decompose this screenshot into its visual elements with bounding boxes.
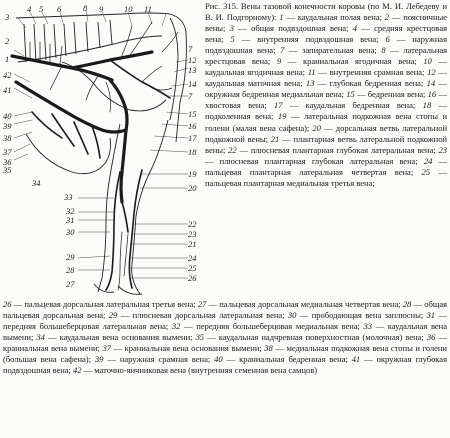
femoral-vein (121, 130, 126, 202)
label-9: 9 (99, 4, 104, 14)
legend-text: — прободающая вена заплюсны; (296, 310, 427, 321)
legend-text: — каудальная полая вена; (283, 12, 385, 23)
label-6: 6 (57, 4, 62, 14)
legend-number: 35 (195, 332, 205, 343)
label-21: 21 (188, 239, 197, 249)
legend-text: — краниальная бедренная вена; (222, 354, 352, 365)
label-2: 2 (5, 36, 10, 46)
label-37: 37 (3, 147, 12, 157)
label-29: 29 (66, 252, 75, 262)
legend-number: 13 (305, 78, 315, 89)
legend-number: 16 (427, 89, 437, 100)
label-14: 14 (188, 79, 197, 89)
legend-number: 33 (363, 321, 373, 332)
popliteal-vein (122, 202, 128, 232)
legend-number: 14 (426, 78, 436, 89)
label-7b: 7 (188, 91, 193, 101)
legend-number: 11 (307, 67, 316, 78)
label-41: 41 (3, 85, 12, 95)
label-1: 1 (5, 54, 10, 64)
label-8: 8 (83, 3, 88, 13)
label-34: 34 (32, 178, 41, 188)
legend-item-39 (95, 354, 214, 364)
legend-number: 1 (279, 12, 284, 23)
label-7: 7 (188, 44, 193, 54)
legend-text: — краниальная вена основания вымени; (110, 343, 265, 354)
legend-text: — дорсальная ветвь латеральной подкожной вены; (205, 122, 447, 144)
legend-text: — внутренняя срамная вена; (315, 67, 428, 78)
udder-outline (26, 134, 111, 174)
legend-number: 2 (384, 12, 390, 23)
legend-number: 32 (171, 321, 181, 332)
legend-number: 23 (438, 144, 448, 155)
legend-item-34 (36, 332, 195, 342)
label-23: 23 (188, 229, 197, 239)
legend-number: 8 (381, 45, 386, 56)
legend-text: — плантарная ветвь латеральной подкожной вены; (205, 133, 447, 155)
legend-text: — подколенная вена; (205, 100, 447, 122)
legend-text: — хвостовая вена; (205, 89, 447, 111)
legend-text: — каудальная маточная вена; (205, 67, 447, 89)
legend-text: — плюсневая плантарная глубокая латеральная вена; (236, 144, 439, 155)
legend-text: — глубокая бедренная вена; (314, 78, 427, 89)
legend-item-22 (228, 145, 438, 155)
label-28: 28 (66, 265, 75, 275)
legend-number: 24 (423, 155, 433, 166)
legend-number: 7 (280, 45, 285, 56)
legend-text: — краниальная вена вымени; (3, 332, 448, 354)
legend-number: 26 (3, 299, 12, 309)
label-19: 19 (188, 169, 197, 179)
legend-number: 41 (351, 354, 361, 365)
legend-number: 19 (277, 111, 287, 122)
legend-item-29 (109, 310, 288, 320)
legend-item-37 (102, 343, 264, 353)
legend-text: — плюсневая плантарная глубокая латеральная вена; (205, 155, 424, 166)
label-12: 12 (188, 55, 197, 65)
label-30: 30 (66, 227, 75, 237)
legend-text: — пальцевая плантарная медиальная третья вена; (205, 166, 447, 188)
legend-number: 25 (421, 166, 431, 177)
legend-item-11 (308, 67, 427, 77)
legend-number: 27 (197, 299, 207, 309)
label-18: 18 (188, 147, 197, 157)
label-10: 10 (124, 4, 133, 14)
legend-number: 20 (312, 122, 321, 133)
label-1-left: 3 (5, 12, 10, 22)
legend-item-9 (277, 56, 423, 66)
legend-text: — каудальная вена основания вымени; (44, 332, 196, 343)
label-24: 24 (188, 253, 197, 263)
legend-text: — медиальная подкожная вена стопы и голени (большая вена сафена); (3, 343, 447, 365)
legend-text: — пальцевая плантарная латеральная четвертая вена; (205, 155, 447, 177)
legend-item-1 (279, 12, 385, 22)
legend-text: — латеральная крестцовая вена; (205, 45, 447, 67)
legend-number: 42 (73, 365, 82, 376)
legend-text: — каудальная бедренная вена; (282, 100, 423, 111)
legend-text: — каудальная надчревная поверхностная (молочная) вена; (204, 332, 427, 343)
label-11: 11 (144, 4, 152, 14)
label-36: 36 (3, 157, 12, 167)
legend-number: 18 (422, 100, 432, 111)
label-33: 33 (64, 192, 73, 202)
legend-number: 17 (273, 100, 283, 111)
common-iliac-vein (72, 52, 152, 68)
legend-number: 4 (352, 23, 357, 34)
legend-number: 36 (426, 332, 436, 343)
legend-text: — маточно-яичниковая вена (внутренняя семенная вена самцов) (81, 365, 318, 376)
legend-item-30 (288, 310, 427, 320)
legend-number: 9 (276, 56, 282, 67)
legend-text: — каудальная вена вымени; (3, 321, 447, 343)
label-22: 22 (188, 219, 197, 229)
legend-item-7 (280, 45, 381, 55)
legend-text: — бедренная вена; (354, 89, 428, 100)
legend-number: 29 (108, 310, 118, 321)
label-40: 40 (3, 111, 12, 121)
legend-item-27 (198, 299, 403, 309)
label-16: 16 (188, 121, 197, 131)
legend-number: 40 (214, 354, 223, 365)
legend-text: — плюсневая дорсальная латеральная вена; (117, 310, 288, 321)
figure-caption (205, 1, 447, 189)
legend-number: 28 (402, 299, 412, 309)
legend-text: — каудальная ягодичная вена; (205, 56, 447, 78)
legend-number: 37 (102, 343, 111, 354)
legend-text: — запирательная вена; (284, 45, 382, 56)
legend-item-40 (214, 354, 352, 364)
legend-text: — наружная срамная вена; (103, 354, 215, 365)
pelvic-limb-veins-drawing (2, 2, 204, 298)
legend-number: 5 (230, 34, 235, 45)
legend-item-13 (306, 78, 427, 88)
legend-text: — общая подвздошная вена; (233, 23, 353, 34)
legend-item-5 (230, 34, 385, 44)
legend-item-42 (73, 365, 317, 375)
figure-number: Рис. 315. (205, 1, 238, 11)
vein-diagram (2, 2, 204, 298)
legend-text: — пальцевая дорсальная медиальная четвертая вена; (206, 299, 403, 309)
label-25: 25 (188, 263, 197, 273)
label-4: 4 (27, 4, 32, 14)
legend-text: — окружная бедренная медиальная вена; (205, 78, 447, 100)
legend-item-3 (230, 23, 353, 33)
legend-item-35 (196, 332, 427, 342)
legend-number: 3 (229, 23, 234, 34)
legend-text: — пальцевая дорсальная латеральная третья вена; (11, 299, 198, 309)
legend-number: 39 (94, 354, 104, 365)
label-27: 27 (66, 279, 75, 289)
legend-text: — внутренняя подвздошная вена; (234, 34, 386, 45)
label-26: 26 (188, 273, 197, 283)
legend-number: 6 (385, 34, 390, 45)
legend-text: — передняя большеберцовая латеральная вена; (3, 310, 448, 332)
label-31: 31 (66, 215, 75, 225)
milk-vein (16, 82, 126, 132)
figure-caption-continued (3, 299, 447, 376)
legend-number: 30 (287, 310, 297, 321)
legend-text: — окружная глубокая подвздошная вена; (3, 354, 447, 376)
label-35: 35 (3, 165, 12, 175)
vertebrae-row (24, 20, 112, 62)
legend-text: — средняя крестцовая вена; (205, 23, 447, 45)
label-38: 38 (3, 133, 12, 143)
limb-outline-front (98, 124, 120, 292)
label-20: 20 (188, 183, 197, 193)
legend-text: — поясничные вены; (205, 12, 447, 34)
label-17: 17 (188, 133, 197, 143)
legend-number: 21 (270, 133, 280, 144)
legend-number: 10 (423, 56, 432, 67)
caudal-vena-cava (12, 56, 112, 80)
metatarsal-veins (118, 232, 128, 290)
legend-number: 15 (346, 89, 355, 100)
legend-item-15 (346, 89, 427, 99)
figure-caption-lead: Вены тазовой конечности коровы (по М. И. Лебедеву и В. И. Подгорному): (205, 1, 447, 23)
legend-text: — краниальная ягодичная вена; (281, 56, 424, 67)
legend-text: — общая пальцевая дорсальная вена; (3, 299, 448, 321)
label-5: 5 (39, 4, 44, 14)
legend-text: — латеральная подкожная вена стопы и голени (малая вена сафена); (205, 111, 448, 133)
legend-text: — наружная подвздошная вена; (205, 34, 447, 56)
legend-item-32 (172, 321, 364, 331)
legend-item-26 (3, 299, 198, 309)
legend-item-17 (274, 100, 423, 110)
label-42: 42 (3, 70, 12, 80)
legend-number: 31 (426, 310, 436, 321)
legend-number: 34 (36, 332, 45, 343)
label-39: 39 (3, 121, 12, 131)
label-13: 13 (188, 65, 197, 75)
legend-text: — передняя большеберцовая медиальная вена; (180, 321, 364, 332)
label-15: 15 (188, 109, 197, 119)
legend-number: 12 (427, 67, 436, 78)
udder-veins (32, 112, 100, 158)
label-32: 32 (66, 206, 75, 216)
legend-number: 38 (264, 343, 273, 354)
legend-number: 22 (228, 144, 237, 155)
